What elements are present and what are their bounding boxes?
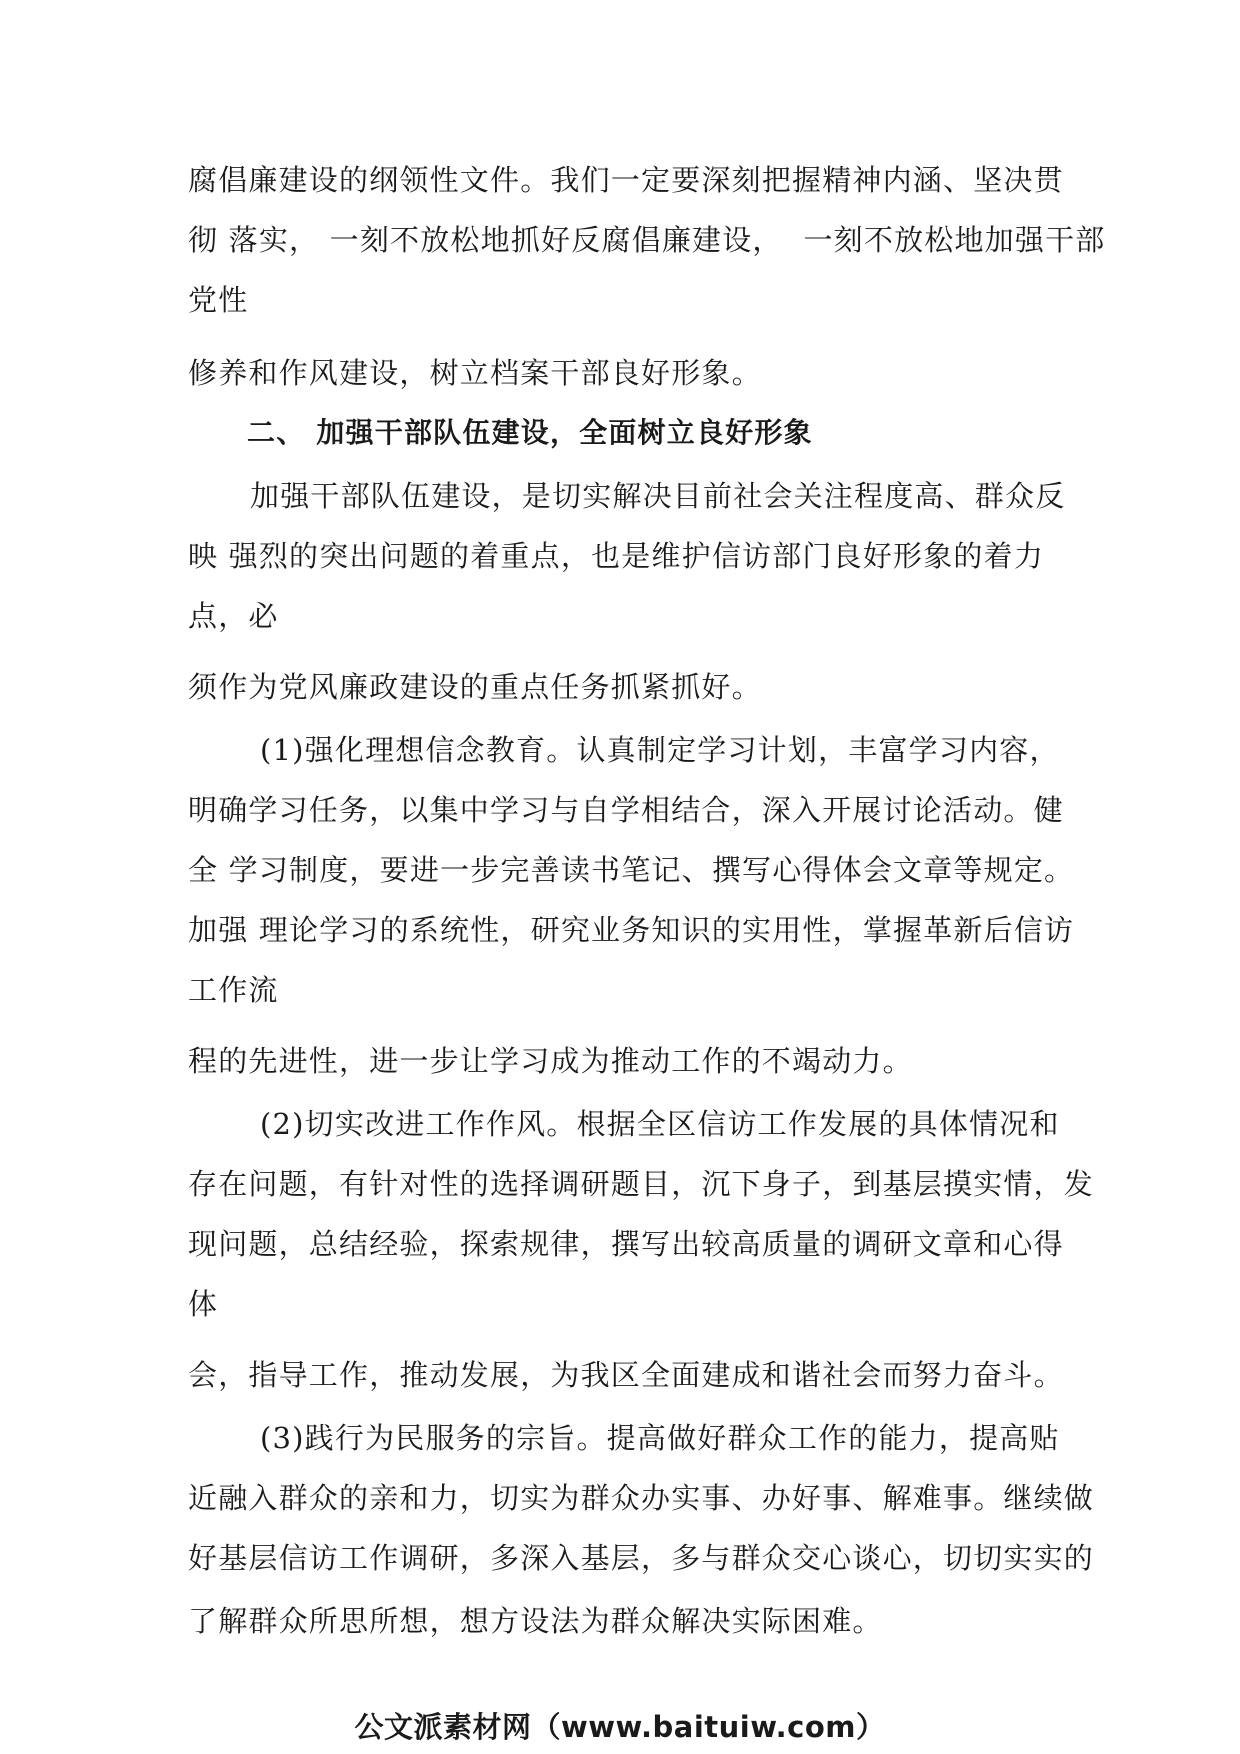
paragraph-line: 了解群众所思所想，想方设法为群众解决实际困难。: [188, 1604, 883, 1638]
paragraph-line: 彻 落实， 一刻不放松地抓好反腐倡廉建设， 一刻不放松地加强干部: [188, 223, 1106, 257]
paragraph-line: 加强 理论学习的系统性，研究业务知识的实用性，掌握革新后信访: [188, 913, 1075, 947]
paragraph-line: 映 强烈的突出问题的着重点，也是维护信访部门良好形象的着力: [188, 539, 1045, 573]
paragraph-line: 须作为党风廉政建设的重点任务抓紧抓好。: [188, 670, 762, 704]
paragraph-line: 存在问题，有针对性的选择调研题目，沉下身子，到基层摸实情，发: [188, 1167, 1095, 1201]
footer-watermark-text: 公文派素材网（www.baituiw.com）: [354, 1710, 886, 1744]
paragraph-line: 工作流: [188, 973, 279, 1007]
paragraph-line: (1)强化理想信念教育。认真制定学习计划，丰富学习内容，: [260, 733, 1060, 767]
paragraph-line: 点，必: [188, 599, 279, 633]
paragraph-line: (3)践行为民服务的宗旨。提高做好群众工作的能力，提高贴: [260, 1421, 1060, 1455]
paragraph-line: 腐倡廉建设的纲领性文件。我们一定要深刻把握精神内涵、坚决贯: [188, 163, 1064, 197]
paragraph-line: 党性: [188, 283, 249, 317]
paragraph-line: (2)切实改进工作作风。根据全区信访工作发展的具体情况和: [260, 1107, 1060, 1141]
paragraph-line: 体: [188, 1287, 219, 1321]
paragraph-line: 程的先进性，进一步让学习成为推动工作的不竭动力。: [188, 1044, 913, 1078]
paragraph-line: 全 学习制度，要进一步完善读书笔记、撰写心得体会文章等规定。: [188, 853, 1075, 887]
paragraph-line: 会，指导工作，推动发展，为我区全面建成和谐社会而努力奋斗。: [188, 1358, 1064, 1392]
paragraph-line: 明确学习任务，以集中学习与自学相结合，深入开展讨论活动。健: [188, 793, 1064, 827]
paragraph-line: 好基层信访工作调研，多深入基层，多与群众交心谈心，切切实实的: [188, 1541, 1095, 1575]
section-heading: 二、 加强干部队伍建设，全面树立良好形象: [247, 416, 813, 449]
paragraph-line: 现问题，总结经验，探索规律，撰写出较高质量的调研文章和心得: [188, 1227, 1064, 1261]
paragraph-line: 修养和作风建设，树立档案干部良好形象。: [188, 356, 762, 390]
paragraph-line: 近融入群众的亲和力，切实为群众办实事、办好事、解难事。继续做: [188, 1481, 1095, 1515]
paragraph-line: 加强干部队伍建设，是切实解决目前社会关注程度高、群众反: [250, 479, 1066, 513]
